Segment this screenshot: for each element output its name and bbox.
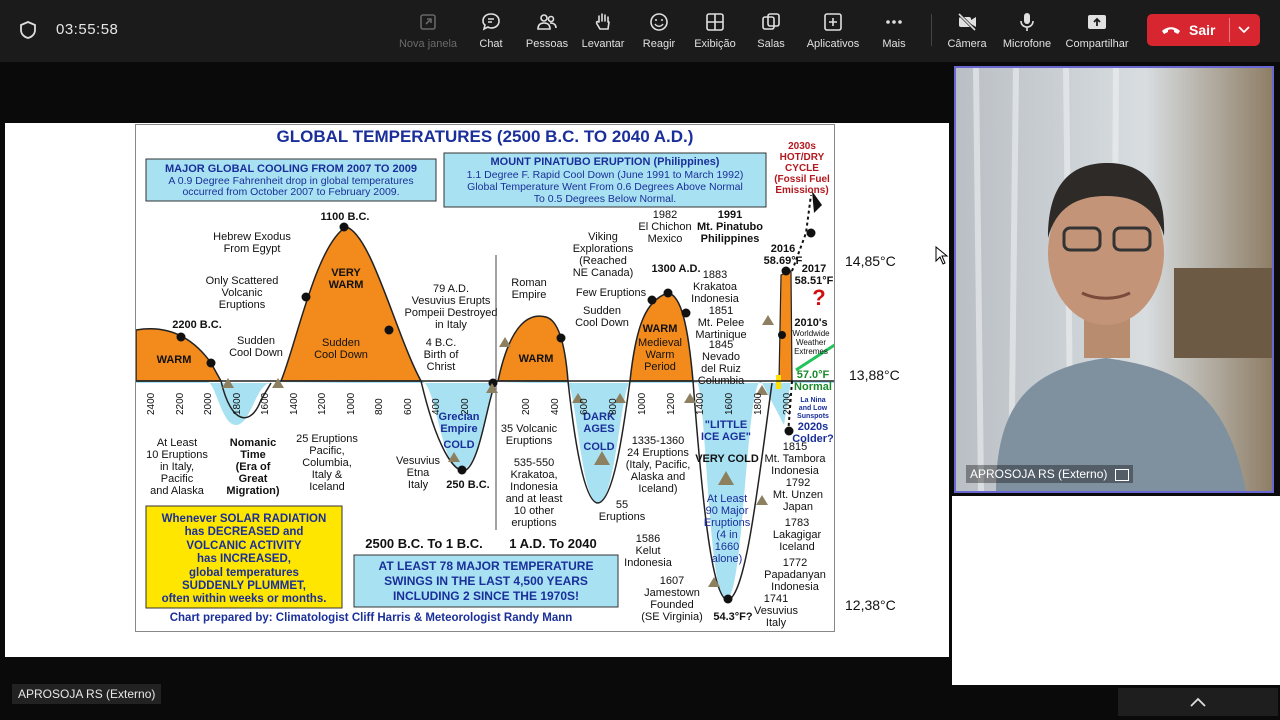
axis-tick-label: 1400	[695, 392, 706, 415]
chat-label: Chat	[479, 38, 503, 50]
label-10-eruptions: At Least 10 Eruptions in Italy, Pacific and Alaska	[146, 437, 208, 497]
label-35-volcanic: 35 Volcanic Eruptions	[500, 423, 558, 447]
axis-tick-label: 600	[402, 398, 414, 415]
cooling-box-text: A 0.9 Degree Fahrenheit drop in global temperatures occurred from October 2007 to February 2009.	[168, 175, 414, 198]
chevron-down-icon[interactable]	[1236, 23, 1252, 37]
peak-marker-1100bc	[340, 223, 349, 232]
people-label: Pessoas	[525, 38, 569, 50]
label-2020s: 2020s Colder?	[792, 421, 834, 445]
axis-tick-label: 2200	[174, 392, 186, 415]
axis-tick-label: 1200	[317, 392, 328, 415]
marker-2030s	[807, 229, 816, 238]
volcano-5	[499, 337, 511, 347]
trough-marker-1607	[724, 595, 733, 604]
axis-tick-label: 1800	[231, 392, 243, 415]
label-pelee: 1851 Mt. Pelee Martinique	[695, 305, 747, 341]
mouse-cursor-icon	[935, 246, 949, 266]
marker-sudden-cool-2	[385, 326, 394, 335]
label-el-chichon: 1982 El Chichon Mexico	[638, 209, 692, 245]
volcano-12	[762, 315, 774, 325]
new-window-label: Nova janela	[398, 38, 458, 50]
axis-tick-label: 1400	[288, 392, 300, 415]
axis-tick-label: 400	[550, 398, 561, 415]
label-bc-range: 2500 B.C. To 1 B.C.	[365, 536, 483, 551]
axis-tick-label: 800	[608, 398, 619, 415]
raise-hand-label: Levantar	[581, 38, 625, 50]
label-warm-2: WARM	[518, 353, 554, 365]
label-54-3f: 54.3°F?	[713, 611, 753, 623]
label-vesuvius-79ad: 79 A.D. Vesuvius Erupts Pompeii Destroyed in Italy	[404, 283, 498, 331]
chat-icon	[480, 11, 502, 33]
label-ad-range: 1 A.D. To 2040	[509, 536, 597, 551]
marker-2010s	[778, 331, 786, 339]
axis-tick-label: 400	[431, 398, 442, 415]
leave-divider	[1229, 18, 1230, 42]
new-window-icon	[417, 11, 439, 33]
label-medieval-warm: WARM	[642, 323, 678, 335]
leave-label: Sair	[1189, 22, 1216, 38]
axis-tick-label: 2000	[782, 392, 793, 415]
label-birth-christ: 4 B.C. Birth of Christ	[423, 337, 459, 373]
question-mark: ?	[812, 285, 826, 310]
axis-tick-label: 1200	[666, 392, 677, 415]
label-scattered-eruptions: Only Scattered Volcanic Eruptions	[205, 275, 279, 311]
right-label-bottom: 12,38°C	[845, 597, 896, 613]
pinatubo-box-title: MOUNT PINATUBO ERUPTION (Philippines)	[490, 156, 720, 168]
label-cold-2: COLD	[583, 441, 615, 453]
label-25-eruptions: 25 Eruptions Pacific, Columbia, Italy & Iceland	[296, 433, 358, 493]
label-normal-57: 57.0°F Normal	[794, 369, 832, 393]
label-250bc: 250 B.C.	[446, 479, 490, 491]
temperature-chart-image	[135, 124, 835, 632]
label-24-eruptions: 1335-1360 24 Eruptions (Italy, Pacific, Alaska and Iceland)	[625, 435, 691, 495]
label-sudden-cool-3: Sudden Cool Down	[575, 305, 629, 329]
axis-tick-label: 600	[579, 398, 590, 415]
rooms-label: Salas	[757, 38, 785, 50]
marker-scattered	[302, 293, 311, 302]
react-label: Reagir	[642, 38, 676, 50]
swings-box-text: AT LEAST 78 MAJOR TEMPERATURE SWINGS IN THE LAST 4,500 YEARS INCLUDING 2 SINCE THE 1970S!	[378, 559, 594, 603]
label-grecian-empire: Grecian Empire	[438, 411, 480, 435]
label-few-eruptions: Few Eruptions	[575, 287, 647, 299]
right-label-top: 14,85°C	[845, 253, 896, 269]
hot-dry-cycle-label: 2030s HOT/DRY CYCLE (Fossil Fuel Emissions)	[774, 141, 830, 196]
apps-label: Aplicativos	[806, 38, 860, 50]
marker-sudden-cool-1	[207, 359, 216, 368]
more-button[interactable]	[858, 8, 930, 56]
leave-button[interactable]	[1147, 14, 1260, 46]
label-sudden-cool-1: Sudden Cool Down	[229, 335, 283, 359]
label-cold-1: COLD	[443, 439, 475, 451]
marker-sudden-cool-3	[557, 334, 566, 343]
label-la-nina: La Nina and Low Sunspots	[797, 397, 829, 420]
label-pinatubo: 1991 Mt. Pinatubo Philippines	[697, 209, 763, 245]
chart-title: GLOBAL TEMPERATURES (2500 B.C. TO 2040 A.D.)	[276, 127, 694, 146]
more-icon	[883, 11, 905, 33]
label-papadanyan: 1772 Papadanyan Indonesia	[764, 557, 826, 593]
axis-tick-label: 200	[459, 398, 471, 415]
peak-marker-1300ad	[664, 289, 673, 298]
meeting-toolbar	[0, 0, 1280, 62]
rooms-icon	[760, 11, 782, 33]
share-icon	[1086, 11, 1108, 33]
shield-icon[interactable]	[18, 20, 38, 40]
apps-icon	[822, 11, 844, 33]
microphone-label: Microfone	[1002, 38, 1052, 50]
modern-normal-marker	[776, 375, 781, 389]
empty-panel	[952, 496, 1280, 685]
axis-tick-label: 1600	[260, 392, 271, 415]
label-2010s: 2010's	[794, 317, 828, 329]
pin-icon[interactable]	[1115, 469, 1129, 481]
yellow-box-text: Whenever SOLAR RADIATION has DECREASED and VOLCANIC ACTIVITY has INCREASED, global temperatures SUDDENLY PLUMMET, often within weeks or months.	[161, 513, 327, 606]
cooling-box-title: MAJOR GLOBAL COOLING FROM 2007 TO 2009	[164, 163, 418, 175]
right-label-mid: 13,88°C	[849, 367, 900, 383]
label-1100bc: 1100 B.C.	[320, 211, 370, 223]
chart-credit: Chart prepared by: Climatologist Cliff Harris & Meteorologist Randy Mann	[169, 612, 573, 624]
label-krakatoa: 1883 Krakatoa Indonesia	[691, 269, 739, 305]
axis-tick-label: 200	[521, 398, 532, 415]
share-button[interactable]	[1061, 8, 1133, 56]
axis-tick-label: 2400	[146, 392, 157, 415]
label-tambora: 1815 Mt. Tambora Indonesia	[764, 441, 826, 477]
label-nevado: 1845 Nevado del Ruiz Columbia	[697, 339, 745, 387]
participant-video-feed	[956, 68, 1272, 491]
pinatubo-box-text: 1.1 Degree F. Rapid Cool Down (June 1991 to March 1992) Global Temperature Went From 0.6 Degrees Above Normal To 0.5 Degrees Below Normal.	[466, 169, 744, 205]
label-krakatoa-535: 535-550 Krakatoa, Indonesia and at least 10 other eruptions	[505, 457, 563, 529]
label-lakagigar: 1783 Lakagigar Iceland	[772, 517, 822, 553]
label-roman-empire: Roman Empire	[511, 277, 547, 301]
microphone-button[interactable]	[991, 8, 1063, 56]
axis-tick-label: 2000	[203, 392, 214, 415]
label-worldwide-extremes: Worldwide Weather Extremes	[792, 329, 830, 356]
label-warm-1: WARM	[156, 354, 192, 366]
participant-name-tag	[966, 465, 1133, 483]
axis-tick-label: 1000	[345, 392, 357, 415]
axis-tick-label: 1000	[637, 392, 648, 415]
label-medieval-period: Medieval Warm Period	[637, 337, 683, 373]
share-label: Compartilhar	[1065, 38, 1129, 50]
label-vesuvius-1741: 1741 Vesuvius Italy	[753, 593, 799, 629]
smiley-icon	[648, 11, 670, 33]
bookshelf	[1174, 268, 1272, 358]
warm-area-roman	[498, 316, 568, 381]
label-unzen: 1792 Mt. Unzen Japan	[772, 477, 824, 513]
axis-tick-label: 1600	[724, 392, 735, 415]
label-2200bc: 2200 B.C.	[172, 319, 222, 331]
phone-hangup-icon	[1161, 22, 1181, 38]
axis-tick-label: 800	[374, 398, 385, 415]
view-label: Exibição	[694, 38, 736, 50]
shared-screen	[5, 123, 949, 657]
camera-label: Câmera	[947, 38, 987, 50]
microphone-icon	[1016, 11, 1038, 33]
active-speaker-name: APROSOJA RS (Externo)	[12, 684, 161, 704]
label-55-eruptions: 55 Eruptions	[598, 499, 646, 523]
participant-name: APROSOJA RS (Externo)	[970, 467, 1108, 481]
label-little-ice-age: "LITTLE ICE AGE"	[700, 419, 752, 443]
label-viking: Viking Explorations (Reached NE Canada)	[572, 231, 634, 279]
participant-video-tile[interactable]	[954, 66, 1274, 493]
label-1300ad: 1300 A.D.	[651, 263, 701, 275]
meeting-timer: 03:55:58	[56, 21, 119, 38]
grid-icon	[704, 11, 726, 33]
label-90-major: At Least 90 Major Eruptions (4 in 1660 alone)	[703, 493, 751, 565]
label-2017: 2017 58.51°F	[794, 263, 834, 287]
label-kelut: 1586 Kelut Indonesia	[624, 533, 672, 569]
people-icon	[536, 11, 558, 33]
label-nomanic-time: Nomanic Time (Era of Great Migration)	[226, 437, 280, 497]
label-jamestown: 1607 Jamestown Founded (SE Virginia)	[641, 575, 703, 623]
label-very-cold: VERY COLD	[695, 453, 759, 465]
label-sudden-cool-2: Sudden Cool Down	[314, 337, 368, 361]
raise-hand-icon	[592, 11, 614, 33]
label-very-warm: VERY WARM	[328, 267, 364, 291]
peak-marker-2200bc	[177, 333, 186, 342]
label-dark-ages: DARK AGES	[583, 411, 615, 435]
label-2016: 2016 58.69°F	[763, 243, 803, 267]
axis-tick-label: 1800	[753, 392, 764, 415]
collapse-panel-button[interactable]	[1118, 688, 1278, 716]
chevron-up-icon	[1188, 694, 1208, 710]
label-hebrew-exodus: Hebrew Exodus From Egypt	[213, 231, 291, 255]
label-vesuvius-etna: Vesuvius Etna Italy	[395, 455, 441, 491]
new-window-button	[392, 8, 464, 56]
trough-marker-250bc	[458, 466, 467, 475]
more-label: Mais	[882, 38, 906, 50]
camera-off-icon	[956, 11, 978, 33]
